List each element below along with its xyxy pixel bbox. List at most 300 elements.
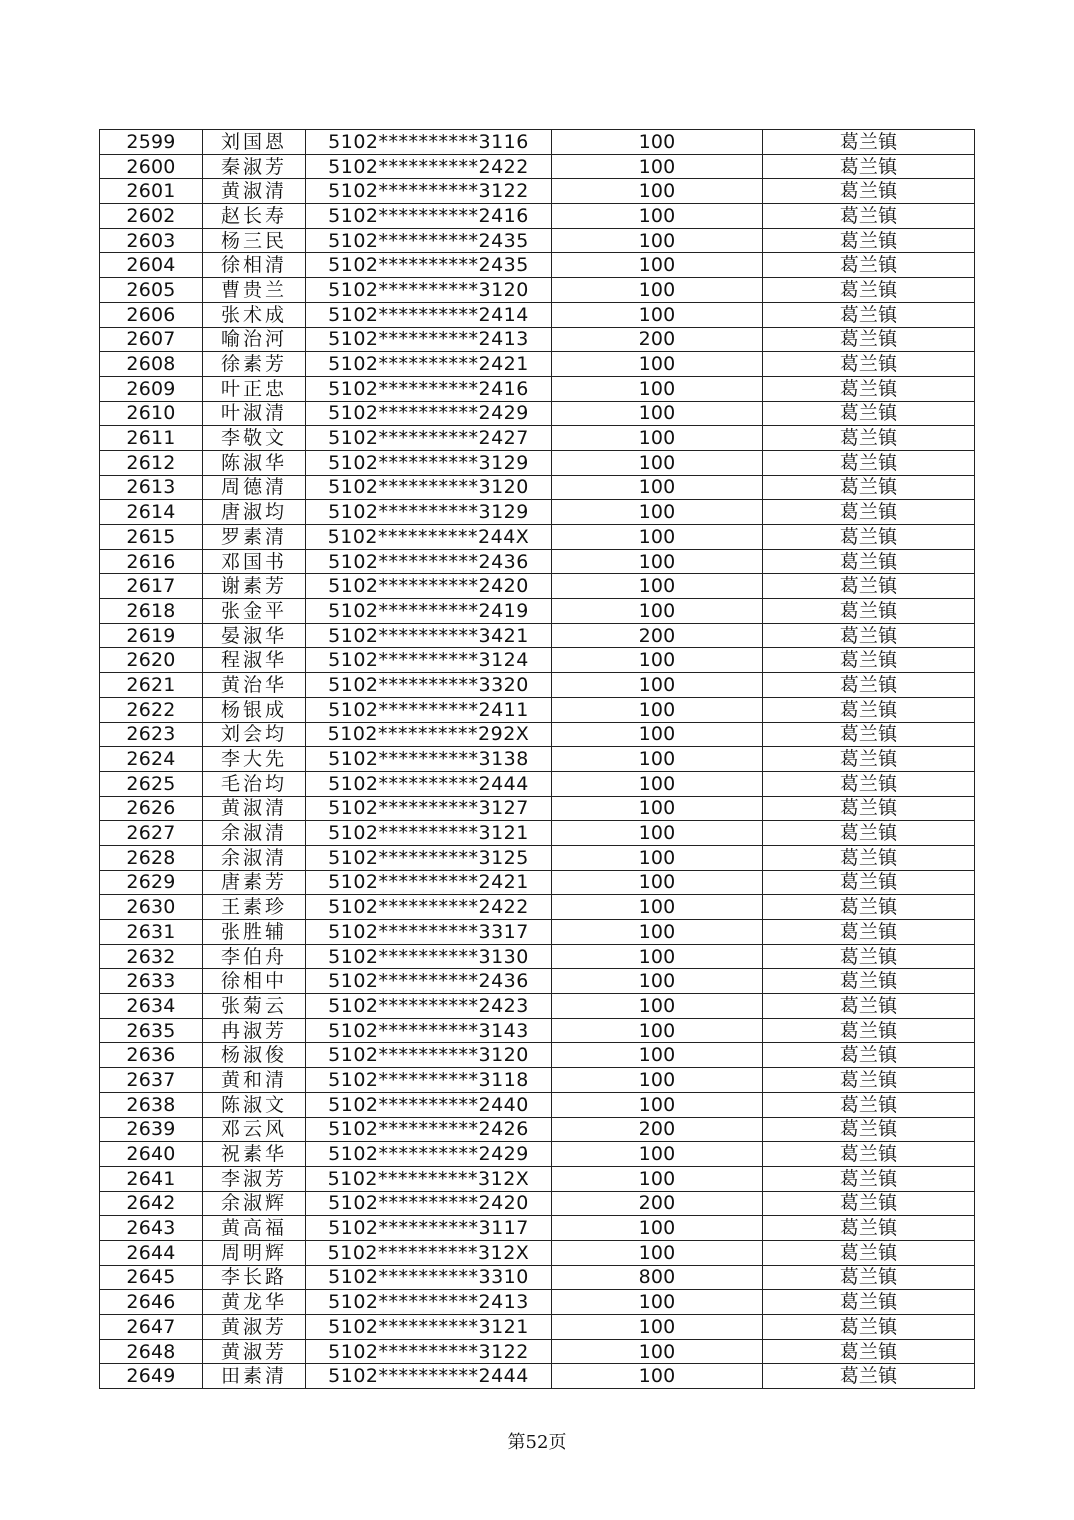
id-number-cell: 5102**********2422: [306, 154, 552, 179]
name-cell: 王素珍: [203, 895, 306, 920]
id-number-cell: 5102**********2444: [306, 1364, 552, 1389]
id-number-cell: 5102**********3320: [306, 673, 552, 698]
serial-cell: 2608: [100, 352, 203, 377]
town-cell: 葛兰镇: [763, 623, 975, 648]
town-cell: 葛兰镇: [763, 821, 975, 846]
town-cell: 葛兰镇: [763, 525, 975, 550]
amount-cell: 100: [552, 525, 763, 550]
town-cell: 葛兰镇: [763, 1018, 975, 1043]
serial-cell: 2631: [100, 920, 203, 945]
id-number-cell: 5102**********2429: [306, 401, 552, 426]
amount-cell: 100: [552, 1240, 763, 1265]
id-number-cell: 5102**********3121: [306, 1315, 552, 1340]
amount-cell: 100: [552, 130, 763, 155]
id-number-cell: 5102**********3127: [306, 796, 552, 821]
id-number-cell: 5102**********244X: [306, 525, 552, 550]
id-number-cell: 5102**********3120: [306, 278, 552, 303]
town-cell: 葛兰镇: [763, 944, 975, 969]
table-row: [100, 920, 975, 945]
name-cell: 余淑清: [203, 845, 306, 870]
name-cell: 秦淑芳: [203, 154, 306, 179]
id-number-cell: 5102**********2413: [306, 1290, 552, 1315]
name-cell: 周德清: [203, 475, 306, 500]
table-row: [100, 969, 975, 994]
amount-cell: 100: [552, 1290, 763, 1315]
serial-cell: 2602: [100, 204, 203, 229]
name-cell: 徐相中: [203, 969, 306, 994]
name-cell: 余淑辉: [203, 1191, 306, 1216]
name-cell: 黄龙华: [203, 1290, 306, 1315]
name-cell: 李长路: [203, 1265, 306, 1290]
serial-cell: 2639: [100, 1117, 203, 1142]
table-row: [100, 154, 975, 179]
serial-cell: 2645: [100, 1265, 203, 1290]
name-cell: 黄淑芳: [203, 1315, 306, 1340]
table-row: [100, 722, 975, 747]
table-row: [100, 1191, 975, 1216]
serial-cell: 2616: [100, 549, 203, 574]
amount-cell: 100: [552, 920, 763, 945]
table-row: [100, 475, 975, 500]
serial-cell: 2634: [100, 994, 203, 1019]
id-number-cell: 5102**********3143: [306, 1018, 552, 1043]
table-row: [100, 1240, 975, 1265]
name-cell: 祝素华: [203, 1142, 306, 1167]
amount-cell: 100: [552, 253, 763, 278]
town-cell: 葛兰镇: [763, 253, 975, 278]
id-number-cell: 5102**********3117: [306, 1216, 552, 1241]
serial-cell: 2637: [100, 1068, 203, 1093]
id-number-cell: 5102**********2420: [306, 1191, 552, 1216]
town-cell: 葛兰镇: [763, 1068, 975, 1093]
table-row: [100, 302, 975, 327]
table-row: [100, 574, 975, 599]
name-cell: 邓云风: [203, 1117, 306, 1142]
name-cell: 杨淑俊: [203, 1043, 306, 1068]
town-cell: 葛兰镇: [763, 450, 975, 475]
id-number-cell: 5102**********3122: [306, 179, 552, 204]
town-cell: 葛兰镇: [763, 574, 975, 599]
page-number: 第52页: [507, 1432, 567, 1453]
name-cell: 张菊云: [203, 994, 306, 1019]
id-number-cell: 5102**********2411: [306, 697, 552, 722]
serial-cell: 2604: [100, 253, 203, 278]
town-cell: 葛兰镇: [763, 994, 975, 1019]
town-cell: 葛兰镇: [763, 179, 975, 204]
table-row: [100, 1216, 975, 1241]
table-row: [100, 1315, 975, 1340]
serial-cell: 2618: [100, 599, 203, 624]
amount-cell: 100: [552, 895, 763, 920]
name-cell: 叶淑清: [203, 401, 306, 426]
serial-cell: 2628: [100, 845, 203, 870]
name-cell: 陈淑华: [203, 450, 306, 475]
name-cell: 喻治河: [203, 327, 306, 352]
id-number-cell: 5102**********3120: [306, 475, 552, 500]
town-cell: 葛兰镇: [763, 747, 975, 772]
serial-cell: 2609: [100, 376, 203, 401]
name-cell: 张术成: [203, 302, 306, 327]
amount-cell: 100: [552, 1166, 763, 1191]
table-row: [100, 352, 975, 377]
table-row: [100, 1068, 975, 1093]
town-cell: 葛兰镇: [763, 1240, 975, 1265]
table-row: [100, 228, 975, 253]
serial-cell: 2622: [100, 697, 203, 722]
town-cell: 葛兰镇: [763, 599, 975, 624]
name-cell: 唐素芳: [203, 870, 306, 895]
town-cell: 葛兰镇: [763, 154, 975, 179]
id-number-cell: 5102**********312X: [306, 1166, 552, 1191]
town-cell: 葛兰镇: [763, 352, 975, 377]
records-table-body: [100, 130, 975, 1389]
town-cell: 葛兰镇: [763, 1315, 975, 1340]
town-cell: 葛兰镇: [763, 870, 975, 895]
amount-cell: 100: [552, 771, 763, 796]
serial-cell: 2619: [100, 623, 203, 648]
name-cell: 冉淑芳: [203, 1018, 306, 1043]
name-cell: 徐素芳: [203, 352, 306, 377]
table-row: [100, 525, 975, 550]
name-cell: 谢素芳: [203, 574, 306, 599]
table-row: [100, 845, 975, 870]
serial-cell: 2641: [100, 1166, 203, 1191]
id-number-cell: 5102**********2419: [306, 599, 552, 624]
serial-cell: 2627: [100, 821, 203, 846]
amount-cell: 100: [552, 475, 763, 500]
id-number-cell: 5102**********3317: [306, 920, 552, 945]
amount-cell: 100: [552, 796, 763, 821]
town-cell: 葛兰镇: [763, 920, 975, 945]
name-cell: 陈淑文: [203, 1092, 306, 1117]
id-number-cell: 5102**********3122: [306, 1339, 552, 1364]
town-cell: 葛兰镇: [763, 549, 975, 574]
amount-cell: 100: [552, 845, 763, 870]
serial-cell: 2625: [100, 771, 203, 796]
name-cell: 李大先: [203, 747, 306, 772]
amount-cell: 100: [552, 574, 763, 599]
amount-cell: 100: [552, 697, 763, 722]
town-cell: 葛兰镇: [763, 1092, 975, 1117]
table-row: [100, 994, 975, 1019]
id-number-cell: 5102**********2421: [306, 870, 552, 895]
town-cell: 葛兰镇: [763, 1216, 975, 1241]
town-cell: 葛兰镇: [763, 895, 975, 920]
id-number-cell: 5102**********2422: [306, 895, 552, 920]
serial-cell: 2636: [100, 1043, 203, 1068]
id-number-cell: 5102**********2436: [306, 549, 552, 574]
name-cell: 刘国恩: [203, 130, 306, 155]
name-cell: 杨银成: [203, 697, 306, 722]
table-row: [100, 821, 975, 846]
id-number-cell: 5102**********2423: [306, 994, 552, 1019]
serial-cell: 2642: [100, 1191, 203, 1216]
table-row: [100, 401, 975, 426]
town-cell: 葛兰镇: [763, 722, 975, 747]
serial-cell: 2620: [100, 648, 203, 673]
serial-cell: 2635: [100, 1018, 203, 1043]
serial-cell: 2629: [100, 870, 203, 895]
table-row: [100, 1142, 975, 1167]
id-number-cell: 5102**********2426: [306, 1117, 552, 1142]
serial-cell: 2646: [100, 1290, 203, 1315]
serial-cell: 2611: [100, 426, 203, 451]
town-cell: 葛兰镇: [763, 673, 975, 698]
name-cell: 李伯舟: [203, 944, 306, 969]
name-cell: 张金平: [203, 599, 306, 624]
town-cell: 葛兰镇: [763, 1339, 975, 1364]
serial-cell: 2648: [100, 1339, 203, 1364]
table-row: [100, 204, 975, 229]
serial-cell: 2630: [100, 895, 203, 920]
amount-cell: 100: [552, 1092, 763, 1117]
serial-cell: 2601: [100, 179, 203, 204]
town-cell: 葛兰镇: [763, 475, 975, 500]
name-cell: 田素清: [203, 1364, 306, 1389]
name-cell: 赵长寿: [203, 204, 306, 229]
serial-cell: 2615: [100, 525, 203, 550]
table-row: [100, 623, 975, 648]
id-number-cell: 5102**********3121: [306, 821, 552, 846]
town-cell: 葛兰镇: [763, 302, 975, 327]
amount-cell: 200: [552, 327, 763, 352]
name-cell: 余淑清: [203, 821, 306, 846]
serial-cell: 2612: [100, 450, 203, 475]
table-row: [100, 327, 975, 352]
table-row: [100, 796, 975, 821]
amount-cell: 800: [552, 1265, 763, 1290]
amount-cell: 100: [552, 154, 763, 179]
serial-cell: 2649: [100, 1364, 203, 1389]
table-row: [100, 747, 975, 772]
serial-cell: 2633: [100, 969, 203, 994]
serial-cell: 2607: [100, 327, 203, 352]
amount-cell: 100: [552, 179, 763, 204]
town-cell: 葛兰镇: [763, 204, 975, 229]
amount-cell: 100: [552, 1142, 763, 1167]
name-cell: 黄高福: [203, 1216, 306, 1241]
town-cell: 葛兰镇: [763, 228, 975, 253]
name-cell: 张胜辅: [203, 920, 306, 945]
table-row: [100, 1018, 975, 1043]
serial-cell: 2599: [100, 130, 203, 155]
serial-cell: 2632: [100, 944, 203, 969]
amount-cell: 100: [552, 722, 763, 747]
amount-cell: 200: [552, 1117, 763, 1142]
amount-cell: 100: [552, 1315, 763, 1340]
serial-cell: 2605: [100, 278, 203, 303]
serial-cell: 2638: [100, 1092, 203, 1117]
id-number-cell: 5102**********312X: [306, 1240, 552, 1265]
amount-cell: 100: [552, 599, 763, 624]
id-number-cell: 5102**********2429: [306, 1142, 552, 1167]
town-cell: 葛兰镇: [763, 426, 975, 451]
town-cell: 葛兰镇: [763, 969, 975, 994]
amount-cell: 100: [552, 1018, 763, 1043]
name-cell: 黄淑清: [203, 179, 306, 204]
name-cell: 徐相清: [203, 253, 306, 278]
id-number-cell: 5102**********3129: [306, 450, 552, 475]
id-number-cell: 5102**********2444: [306, 771, 552, 796]
serial-cell: 2626: [100, 796, 203, 821]
id-number-cell: 5102**********2435: [306, 228, 552, 253]
serial-cell: 2640: [100, 1142, 203, 1167]
id-number-cell: 5102**********2416: [306, 204, 552, 229]
name-cell: 罗素清: [203, 525, 306, 550]
table-row: [100, 1364, 975, 1389]
name-cell: 李淑芳: [203, 1166, 306, 1191]
amount-cell: 100: [552, 204, 763, 229]
table-row: [100, 1339, 975, 1364]
table-row: [100, 1092, 975, 1117]
town-cell: 葛兰镇: [763, 845, 975, 870]
table-row: [100, 895, 975, 920]
table-row: [100, 771, 975, 796]
amount-cell: 100: [552, 1339, 763, 1364]
id-number-cell: 5102**********2440: [306, 1092, 552, 1117]
amount-cell: 100: [552, 278, 763, 303]
amount-cell: 100: [552, 1068, 763, 1093]
id-number-cell: 5102**********2414: [306, 302, 552, 327]
table-row: [100, 648, 975, 673]
name-cell: 晏淑华: [203, 623, 306, 648]
amount-cell: 200: [552, 623, 763, 648]
name-cell: 黄淑芳: [203, 1339, 306, 1364]
serial-cell: 2621: [100, 673, 203, 698]
id-number-cell: 5102**********3130: [306, 944, 552, 969]
town-cell: 葛兰镇: [763, 771, 975, 796]
amount-cell: 100: [552, 1216, 763, 1241]
table-row: [100, 426, 975, 451]
serial-cell: 2643: [100, 1216, 203, 1241]
name-cell: 曹贵兰: [203, 278, 306, 303]
town-cell: 葛兰镇: [763, 1191, 975, 1216]
serial-cell: 2617: [100, 574, 203, 599]
town-cell: 葛兰镇: [763, 376, 975, 401]
table-row: [100, 870, 975, 895]
table-row: [100, 500, 975, 525]
amount-cell: 100: [552, 673, 763, 698]
amount-cell: 100: [552, 352, 763, 377]
serial-cell: 2647: [100, 1315, 203, 1340]
amount-cell: 100: [552, 994, 763, 1019]
amount-cell: 100: [552, 1364, 763, 1389]
table-row: [100, 549, 975, 574]
name-cell: 黄治华: [203, 673, 306, 698]
table-row: [100, 376, 975, 401]
id-number-cell: 5102**********2436: [306, 969, 552, 994]
name-cell: 黄和清: [203, 1068, 306, 1093]
table-row: [100, 253, 975, 278]
town-cell: 葛兰镇: [763, 697, 975, 722]
table-row: [100, 130, 975, 155]
id-number-cell: 5102**********2421: [306, 352, 552, 377]
amount-cell: 100: [552, 376, 763, 401]
table-row: [100, 944, 975, 969]
serial-cell: 2644: [100, 1240, 203, 1265]
town-cell: 葛兰镇: [763, 1166, 975, 1191]
amount-cell: 100: [552, 944, 763, 969]
amount-cell: 100: [552, 228, 763, 253]
town-cell: 葛兰镇: [763, 1043, 975, 1068]
amount-cell: 100: [552, 969, 763, 994]
serial-cell: 2603: [100, 228, 203, 253]
table-row: [100, 179, 975, 204]
id-number-cell: 5102**********2420: [306, 574, 552, 599]
serial-cell: 2624: [100, 747, 203, 772]
amount-cell: 100: [552, 426, 763, 451]
table-row: [100, 450, 975, 475]
town-cell: 葛兰镇: [763, 796, 975, 821]
name-cell: 毛治均: [203, 771, 306, 796]
id-number-cell: 5102**********3116: [306, 130, 552, 155]
name-cell: 唐淑均: [203, 500, 306, 525]
town-cell: 葛兰镇: [763, 1265, 975, 1290]
table-row: [100, 1265, 975, 1290]
amount-cell: 100: [552, 821, 763, 846]
amount-cell: 100: [552, 648, 763, 673]
serial-cell: 2623: [100, 722, 203, 747]
name-cell: 李敬文: [203, 426, 306, 451]
table-row: [100, 1290, 975, 1315]
town-cell: 葛兰镇: [763, 500, 975, 525]
id-number-cell: 5102**********3310: [306, 1265, 552, 1290]
amount-cell: 100: [552, 870, 763, 895]
town-cell: 葛兰镇: [763, 648, 975, 673]
name-cell: 周明辉: [203, 1240, 306, 1265]
id-number-cell: 5102**********2427: [306, 426, 552, 451]
id-number-cell: 5102**********2416: [306, 376, 552, 401]
table-row: [100, 697, 975, 722]
town-cell: 葛兰镇: [763, 401, 975, 426]
table-row: [100, 1043, 975, 1068]
amount-cell: 200: [552, 1191, 763, 1216]
id-number-cell: 5102**********3120: [306, 1043, 552, 1068]
town-cell: 葛兰镇: [763, 1117, 975, 1142]
id-number-cell: 5102**********3138: [306, 747, 552, 772]
amount-cell: 100: [552, 1043, 763, 1068]
amount-cell: 100: [552, 450, 763, 475]
table-row: [100, 1117, 975, 1142]
id-number-cell: 5102**********3421: [306, 623, 552, 648]
amount-cell: 100: [552, 747, 763, 772]
table-row: [100, 673, 975, 698]
name-cell: 程淑华: [203, 648, 306, 673]
amount-cell: 100: [552, 401, 763, 426]
serial-cell: 2610: [100, 401, 203, 426]
serial-cell: 2606: [100, 302, 203, 327]
records-table: [99, 129, 975, 1389]
id-number-cell: 5102**********292X: [306, 722, 552, 747]
id-number-cell: 5102**********3129: [306, 500, 552, 525]
town-cell: 葛兰镇: [763, 1364, 975, 1389]
town-cell: 葛兰镇: [763, 130, 975, 155]
serial-cell: 2614: [100, 500, 203, 525]
town-cell: 葛兰镇: [763, 278, 975, 303]
amount-cell: 100: [552, 302, 763, 327]
name-cell: 邓国书: [203, 549, 306, 574]
id-number-cell: 5102**********2435: [306, 253, 552, 278]
town-cell: 葛兰镇: [763, 1290, 975, 1315]
amount-cell: 100: [552, 500, 763, 525]
town-cell: 葛兰镇: [763, 1142, 975, 1167]
id-number-cell: 5102**********3124: [306, 648, 552, 673]
id-number-cell: 5102**********2413: [306, 327, 552, 352]
name-cell: 黄淑清: [203, 796, 306, 821]
name-cell: 杨三民: [203, 228, 306, 253]
town-cell: 葛兰镇: [763, 327, 975, 352]
serial-cell: 2613: [100, 475, 203, 500]
